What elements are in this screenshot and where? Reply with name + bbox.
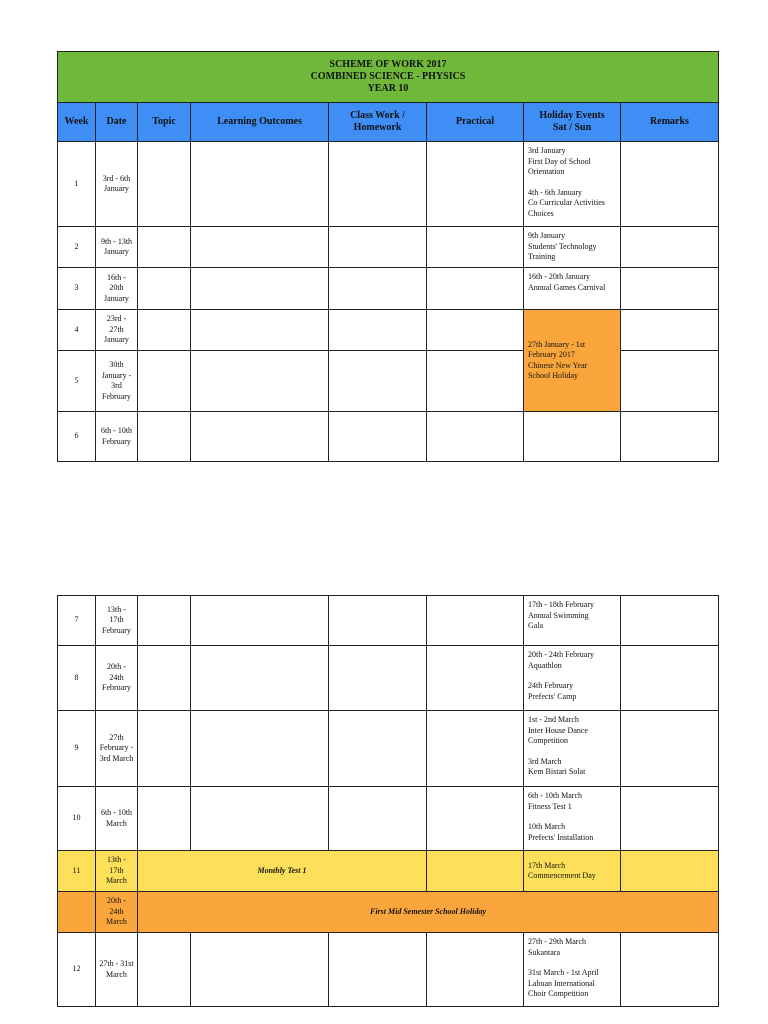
week-cell: 8 — [58, 646, 96, 711]
event-line: 20th - 24th February — [528, 650, 594, 659]
table-row — [58, 711, 719, 787]
topic-cell — [138, 787, 191, 851]
event-line: 27th January - 1st — [528, 339, 586, 349]
event-line: 31st March - 1st April — [528, 968, 599, 977]
event-line: Competition — [528, 736, 568, 745]
event-line: Choir Competition — [528, 989, 589, 998]
table-row — [58, 412, 719, 462]
event-line: Co Curricular Activities — [528, 198, 605, 207]
week-cell: 3 — [58, 268, 96, 310]
remarks-cell — [621, 787, 719, 851]
scheme-title — [58, 52, 719, 103]
col-holiday-line-2: Sat / Sun — [552, 122, 592, 133]
event-line: February 2017 — [528, 350, 575, 359]
title-line-1: SCHEME OF WORK 2017 — [329, 59, 447, 70]
week-cell: 7 — [58, 596, 96, 646]
holiday-cell — [524, 646, 621, 711]
practical-cell — [427, 412, 524, 462]
date-cell: 20th - 24th February — [96, 646, 138, 711]
date-cell: 27th February - 3rd March — [96, 711, 138, 787]
event-line: 17th March — [528, 860, 566, 870]
topic-cell — [138, 933, 191, 1007]
week-cell — [58, 892, 96, 933]
date-cell: 23rd - 27th January — [96, 310, 138, 351]
practical-cell — [427, 851, 524, 892]
event-line: 17th - 18th February — [528, 600, 594, 609]
holiday-cell — [524, 933, 621, 1007]
remarks-cell — [621, 351, 719, 412]
event-line: 16th - 20th January — [528, 272, 590, 281]
topic-cell — [138, 711, 191, 787]
week-cell: 10 — [58, 787, 96, 851]
event-line: Annual Swimming — [528, 610, 589, 620]
practical-cell — [427, 596, 524, 646]
outcomes-cell — [191, 351, 329, 412]
outcomes-cell — [191, 412, 329, 462]
practical-cell — [427, 227, 524, 268]
monthly-test-label: Monthly Test 1 — [138, 851, 427, 892]
table-row — [58, 646, 719, 711]
table-row — [58, 142, 719, 227]
event-line: Kem Bistari Solat — [528, 767, 586, 776]
classwork-cell — [329, 787, 427, 851]
date-cell: 9th - 13th January — [96, 227, 138, 268]
date-cell: 6th - 10th February — [96, 412, 138, 462]
event-line: Prefects' Installation — [528, 832, 594, 842]
outcomes-cell — [191, 227, 329, 268]
practical-cell — [427, 310, 524, 351]
holiday-cell — [524, 142, 621, 227]
date-cell: 27th - 31st March — [96, 933, 138, 1007]
event-line: Students' Technology — [528, 241, 597, 251]
header-row — [58, 103, 719, 142]
col-classwork — [329, 103, 427, 142]
week-cell: 11 — [58, 851, 96, 892]
date-cell: 16th - 20th January — [96, 268, 138, 310]
topic-cell — [138, 142, 191, 227]
classwork-cell — [329, 646, 427, 711]
event-line: Labuan International — [528, 978, 595, 988]
event-line: Chinese New Year — [528, 360, 588, 370]
event-line: 4th - 6th January — [528, 187, 582, 197]
table-row — [58, 787, 719, 851]
date-cell: 20th - 24th March — [96, 892, 138, 933]
col-practical: Practical — [427, 103, 524, 142]
remarks-cell — [621, 310, 719, 351]
col-holiday-line-1: Holiday Events — [539, 110, 605, 121]
event-line: 27th - 29th March — [528, 937, 586, 946]
holiday-cell — [524, 711, 621, 787]
table-row — [58, 310, 719, 351]
week-cell: 4 — [58, 310, 96, 351]
chinese-new-year-cell — [524, 310, 621, 412]
classwork-cell — [329, 933, 427, 1007]
event-line: Sukantara — [528, 947, 560, 957]
classwork-cell — [329, 227, 427, 268]
classwork-cell — [329, 711, 427, 787]
col-holiday-events — [524, 103, 621, 142]
practical-cell — [427, 142, 524, 227]
col-week: Week — [58, 103, 96, 142]
classwork-cell — [329, 351, 427, 412]
classwork-cell — [329, 596, 427, 646]
holiday-cell — [524, 268, 621, 310]
remarks-cell — [621, 933, 719, 1007]
scheme-table-page-2 — [57, 595, 719, 1007]
week-cell: 5 — [58, 351, 96, 412]
practical-cell — [427, 268, 524, 310]
practical-cell — [427, 351, 524, 412]
remarks-cell — [621, 711, 719, 787]
remarks-cell — [621, 596, 719, 646]
holiday-cell — [524, 851, 621, 892]
col-learning-outcomes: Learning Outcomes — [191, 103, 329, 142]
event-line: Gala — [528, 621, 544, 630]
remarks-cell — [621, 227, 719, 268]
remarks-cell — [621, 412, 719, 462]
mid-semester-holiday-label: First Mid Semester School Holiday — [138, 892, 719, 933]
classwork-cell — [329, 142, 427, 227]
week-cell: 9 — [58, 711, 96, 787]
remarks-cell — [621, 851, 719, 892]
event-line: Inter House Dance — [528, 725, 588, 735]
event-line: Training — [528, 252, 556, 261]
scheme-table-page-1 — [57, 51, 719, 462]
event-line: 3rd March — [528, 756, 562, 766]
table-row — [58, 227, 719, 268]
event-line: 1st - 2nd March — [528, 715, 579, 724]
event-line: 3rd January — [528, 146, 566, 155]
topic-cell — [138, 227, 191, 268]
outcomes-cell — [191, 711, 329, 787]
classwork-cell — [329, 412, 427, 462]
table-row — [58, 268, 719, 310]
holiday-cell — [524, 227, 621, 268]
outcomes-cell — [191, 787, 329, 851]
topic-cell — [138, 310, 191, 351]
event-line: Choices — [528, 208, 554, 218]
week-cell: 1 — [58, 142, 96, 227]
date-cell: 6th - 10th March — [96, 787, 138, 851]
practical-cell — [427, 787, 524, 851]
outcomes-cell — [191, 142, 329, 227]
topic-cell — [138, 412, 191, 462]
event-line: 9th January — [528, 231, 566, 240]
col-classwork-line-1: Class Work / — [350, 110, 405, 121]
week-cell: 2 — [58, 227, 96, 268]
event-line: Fitness Test 1 — [528, 801, 572, 811]
topic-cell — [138, 351, 191, 412]
col-remarks: Remarks — [621, 103, 719, 142]
event-line: 24th February — [528, 681, 574, 690]
holiday-cell — [524, 787, 621, 851]
col-topic: Topic — [138, 103, 191, 142]
remarks-cell — [621, 142, 719, 227]
classwork-cell — [329, 268, 427, 310]
outcomes-cell — [191, 933, 329, 1007]
title-line-3: YEAR 10 — [367, 83, 409, 94]
event-line: 10th March — [528, 822, 566, 831]
event-line: 6th - 10th March — [528, 791, 582, 800]
event-line: Orientation — [528, 167, 565, 176]
outcomes-cell — [191, 310, 329, 351]
outcomes-cell — [191, 268, 329, 310]
remarks-cell — [621, 268, 719, 310]
topic-cell — [138, 646, 191, 711]
title-line-2: COMBINED SCIENCE - PHYSICS — [310, 71, 466, 82]
col-classwork-line-2: Homework — [353, 122, 402, 133]
holiday-cell — [524, 412, 621, 462]
event-line: Prefects' Camp — [528, 691, 577, 701]
practical-cell — [427, 711, 524, 787]
monthly-test-row — [58, 851, 719, 892]
classwork-cell — [329, 310, 427, 351]
week-cell: 6 — [58, 412, 96, 462]
outcomes-cell — [191, 596, 329, 646]
mid-semester-holiday-row — [58, 892, 719, 933]
event-line: First Day of School — [528, 156, 591, 166]
practical-cell — [427, 646, 524, 711]
event-line: Commencement Day — [528, 871, 596, 880]
event-line: Annual Games Carnival — [528, 282, 606, 292]
practical-cell — [427, 933, 524, 1007]
topic-cell — [138, 596, 191, 646]
date-cell: 3rd - 6th January — [96, 142, 138, 227]
col-date: Date — [96, 103, 138, 142]
remarks-cell — [621, 646, 719, 711]
holiday-cell — [524, 596, 621, 646]
event-line: Aquathlon — [528, 660, 562, 670]
event-line: School Holiday — [528, 371, 578, 380]
outcomes-cell — [191, 646, 329, 711]
topic-cell — [138, 268, 191, 310]
date-cell: 30th January - 3rd February — [96, 351, 138, 412]
week-cell: 12 — [58, 933, 96, 1007]
table-row — [58, 933, 719, 1007]
date-cell: 13th - 17th February — [96, 596, 138, 646]
date-cell: 13th - 17th March — [96, 851, 138, 892]
table-row — [58, 596, 719, 646]
